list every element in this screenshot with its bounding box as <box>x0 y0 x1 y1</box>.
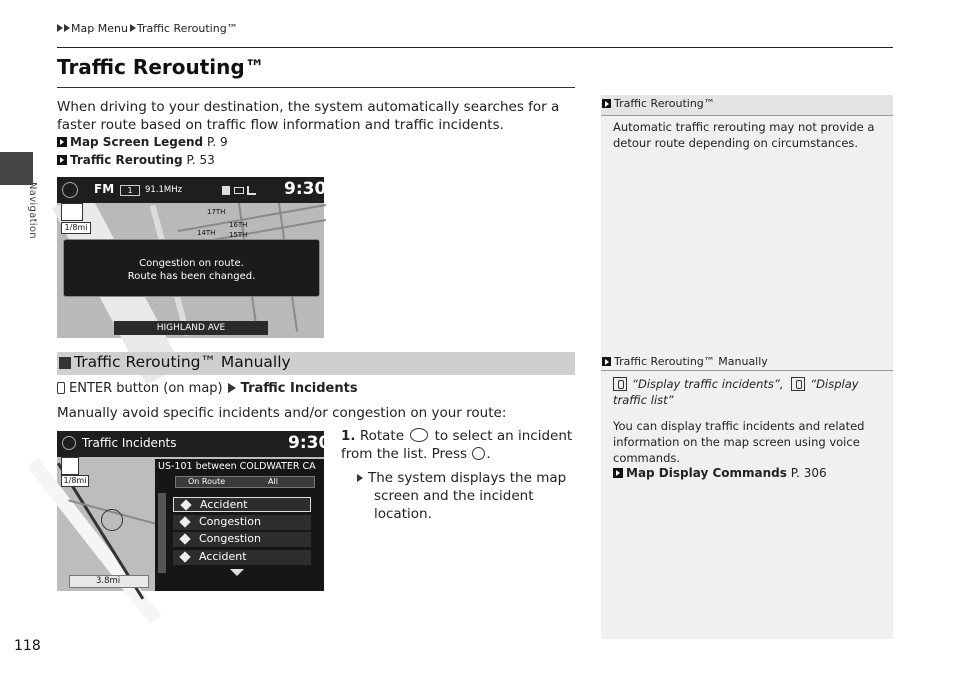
screen-title-bar <box>57 431 331 457</box>
incident-label: Accident <box>200 498 248 511</box>
section-tab-marker <box>0 152 33 185</box>
link-page: P. 306 <box>790 466 827 480</box>
radio-frequency: 91.1MHz <box>145 185 183 195</box>
breadcrumb-arrow-icon <box>57 24 63 32</box>
cross-reference-icon <box>602 99 611 108</box>
street-label: 17TH <box>207 208 226 216</box>
sidebar-note-text: You can display traffic incidents and related information on the map screen using voice commands. <box>613 419 865 465</box>
accident-icon <box>180 499 191 510</box>
section-tab-label: Navigation <box>27 182 38 239</box>
incident-label: Accident <box>199 550 247 563</box>
incident-list-item[interactable] <box>173 515 311 530</box>
enter-button-icon <box>57 382 65 394</box>
interface-dial-icon <box>410 428 428 442</box>
navigation-screen-incidents <box>57 431 331 591</box>
voice-command: “Display traffic list” <box>613 377 859 407</box>
voice-command-icon <box>613 377 627 391</box>
cross-reference-icon <box>602 357 611 366</box>
incident-list-item[interactable] <box>173 550 311 565</box>
road-label: US-101 between COLDWATER CA <box>158 461 316 472</box>
section-title: Traffic Rerouting™ Manually <box>74 353 291 371</box>
status-bar <box>57 177 327 203</box>
menu-path-start: ENTER button (on map) <box>69 381 223 396</box>
preset-badge: 1 <box>120 185 140 196</box>
breadcrumb-item[interactable]: Map Menu <box>71 22 128 35</box>
voice-command: “Display traffic incidents”, <box>632 377 784 391</box>
map-scale[interactable]: 1/8mi <box>61 475 89 487</box>
link-page: P. 53 <box>186 153 215 167</box>
link-label: Map Screen Legend <box>70 135 204 149</box>
cross-reference-icon <box>57 155 67 165</box>
filter-all[interactable]: All <box>268 477 278 486</box>
step-text: Rotate <box>359 428 405 444</box>
step-number: 1. <box>341 428 356 444</box>
clock: 9:30 <box>288 433 331 453</box>
section-square-icon <box>59 357 71 369</box>
sidebar-heading <box>602 355 768 368</box>
manual-description: Manually avoid specific incidents and/or congestion on your route: <box>57 405 507 421</box>
path-arrow-icon <box>228 383 236 393</box>
link-page: P. 9 <box>206 135 228 149</box>
reroute-message <box>63 239 320 297</box>
intro-paragraph: When driving to your destination, the system automatically searches for a faster route based on traffic flow information and traffic incidents. <box>57 99 560 133</box>
menu-icon[interactable] <box>62 182 78 198</box>
voice-commands <box>613 376 885 408</box>
title-divider <box>57 87 575 88</box>
north-arrow-icon[interactable] <box>61 457 79 475</box>
incident-label: Congestion <box>199 515 261 528</box>
breadcrumb-arrow-icon <box>130 24 136 32</box>
message-line: Congestion on route. <box>139 258 244 269</box>
result-arrow-icon <box>357 474 363 482</box>
message-line: Route has been changed. <box>127 271 256 282</box>
audio-source: FM <box>94 182 115 196</box>
incident-marker-icon[interactable] <box>101 509 123 531</box>
sidebar-heading-text: Traffic Rerouting™ <box>614 97 715 110</box>
sidebar-heading <box>602 97 715 110</box>
navigation-screen-reroute <box>57 177 327 338</box>
menu-icon[interactable] <box>62 436 76 450</box>
step-text: . <box>486 446 491 462</box>
page-number: 118 <box>14 638 41 654</box>
breadcrumb <box>57 22 238 35</box>
cross-reference-icon <box>613 468 623 478</box>
press-dial-icon <box>472 447 485 460</box>
screen-title: Traffic Incidents <box>82 436 177 450</box>
filter-on-route[interactable]: On Route <box>188 477 226 486</box>
congestion-icon <box>179 533 190 544</box>
street-label: 14TH <box>197 229 216 237</box>
battery-icon <box>234 187 244 194</box>
incident-list-panel <box>155 459 324 591</box>
step-1-result <box>357 469 582 523</box>
step-text: to select an incident from the list. Press <box>341 428 573 462</box>
cross-reference-link[interactable] <box>57 135 228 149</box>
sidebar-divider <box>601 370 893 371</box>
distance-bar: 3.8mi <box>69 575 149 588</box>
scroll-down-icon[interactable] <box>230 569 244 576</box>
congestion-icon <box>179 516 190 527</box>
breadcrumb-item[interactable]: Traffic Rerouting™ <box>136 22 238 35</box>
sidebar-note-text: Automatic traffic rerouting may not provide a detour route depending on circumstances. <box>613 120 875 150</box>
accident-icon <box>179 551 190 562</box>
sidebar-heading-text: Traffic Rerouting™ Manually <box>614 355 768 368</box>
top-divider <box>57 47 893 48</box>
signal-icon <box>247 186 256 195</box>
voice-command-icon <box>791 377 805 391</box>
map-scale[interactable]: 1/8mi <box>61 222 91 234</box>
street-label: 16TH <box>229 221 248 229</box>
incident-label: Congestion <box>199 532 261 545</box>
cross-reference-link[interactable] <box>613 466 827 480</box>
bluetooth-icon <box>222 186 230 195</box>
incident-list-item[interactable] <box>173 532 311 547</box>
incident-list-item[interactable] <box>173 497 311 512</box>
street-label: 15TH <box>229 231 248 239</box>
north-arrow-icon[interactable] <box>61 203 83 221</box>
link-label: Map Display Commands <box>626 466 787 480</box>
filter-bar[interactable] <box>175 476 315 488</box>
map-road <box>178 204 326 232</box>
page-title: Traffic Rerouting™ <box>57 55 265 79</box>
current-street: HIGHLAND AVE <box>114 321 268 335</box>
menu-path-target: Traffic Incidents <box>240 381 358 396</box>
section-header <box>57 352 575 375</box>
breadcrumb-arrow-icon <box>64 24 70 32</box>
result-text: The system displays the map screen and the incident location. <box>368 470 567 522</box>
cross-reference-icon <box>57 137 67 147</box>
menu-path <box>57 381 358 396</box>
clock: 9:30 <box>284 179 327 199</box>
link-label: Traffic Rerouting <box>70 153 183 167</box>
list-scrollbar[interactable] <box>158 493 166 573</box>
cross-reference-link[interactable] <box>57 153 215 167</box>
step-1 <box>341 427 581 463</box>
